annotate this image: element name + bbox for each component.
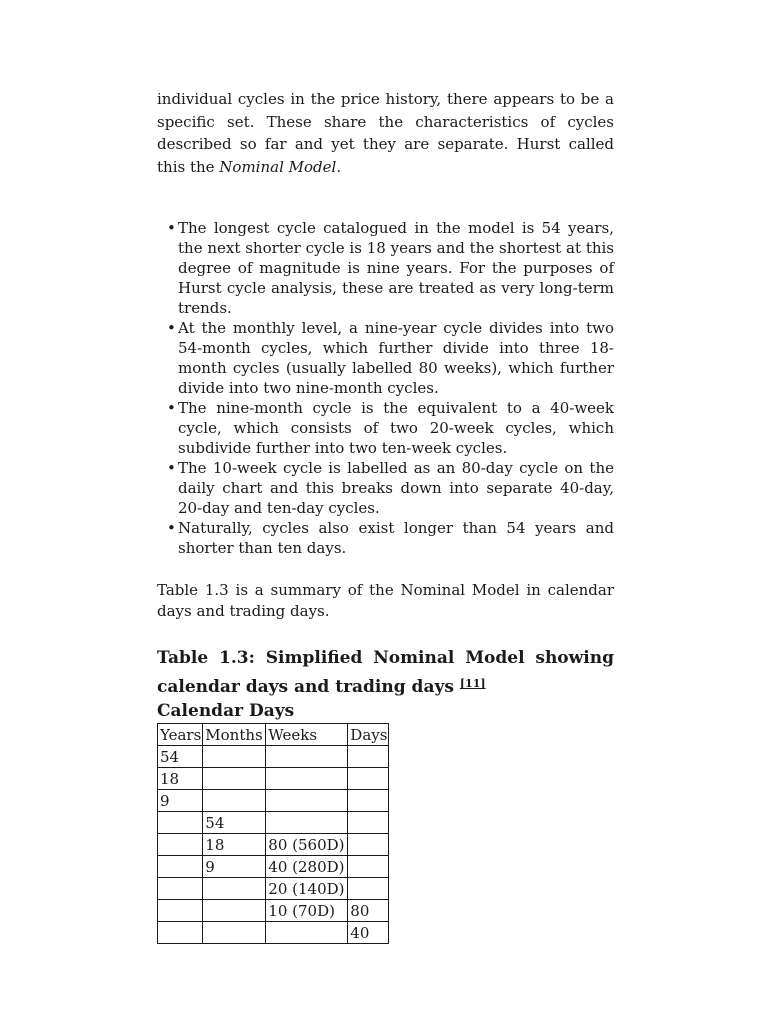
table-cell bbox=[348, 768, 389, 790]
table-row bbox=[158, 900, 389, 922]
table-cell bbox=[203, 900, 266, 922]
bullet-item: • The 10-week cycle is labelled as an 80-day cycle on the daily chart and this breaks down into separate 40-day, 20-day and ten-day cycles. bbox=[167, 458, 614, 518]
table-row bbox=[158, 768, 389, 790]
table-cell: 40 (280D) bbox=[266, 856, 348, 878]
table-cell: 54 bbox=[203, 812, 266, 834]
table-caption bbox=[157, 646, 614, 700]
table-cell bbox=[158, 812, 203, 834]
table-cell: 80 (560D) bbox=[266, 834, 348, 856]
table-row bbox=[158, 922, 389, 944]
table-cell bbox=[266, 746, 348, 768]
table-cell bbox=[158, 856, 203, 878]
table-cell: 18 bbox=[203, 834, 266, 856]
table-cell bbox=[348, 878, 389, 900]
table-cell bbox=[203, 922, 266, 944]
table-row bbox=[158, 834, 389, 856]
header-weeks: Weeks bbox=[266, 724, 348, 746]
table-row bbox=[158, 812, 389, 834]
table-cell bbox=[266, 768, 348, 790]
table-cell bbox=[203, 790, 266, 812]
table-cell bbox=[158, 834, 203, 856]
intro-text: individual cycles in the price history, there appears to be a specific set. These share the characteristics of cycles described so far and yet they are separate. Hurst called this the bbox=[157, 90, 614, 176]
bullet-item: • The nine-month cycle is the equivalent to a 40-week cycle, which consists of two 20-week cycles, which subdivide further into two ten-week cycles. bbox=[167, 398, 614, 458]
table-cell bbox=[348, 834, 389, 856]
footnote-reference-link[interactable]: [11] bbox=[459, 677, 486, 690]
bullet-item: • Naturally, cycles also exist longer than 54 years and shorter than ten days. bbox=[167, 518, 614, 558]
table-cell bbox=[203, 768, 266, 790]
bullet-item: • At the monthly level, a nine-year cycle divides into two 54-month cycles, which further divide into three 18-month cycles (usually labelled 80 weeks), which further divide into two nine-month cycles. bbox=[167, 318, 614, 398]
table-cell: 40 bbox=[348, 922, 389, 944]
table-cell bbox=[266, 922, 348, 944]
table-cell: 80 bbox=[348, 900, 389, 922]
header-months: Months bbox=[203, 724, 266, 746]
calendar-days-table bbox=[157, 723, 389, 944]
table-row bbox=[158, 878, 389, 900]
table-cell bbox=[348, 812, 389, 834]
table-cell bbox=[203, 746, 266, 768]
table-cell bbox=[158, 922, 203, 944]
table-cell bbox=[348, 790, 389, 812]
page-content bbox=[157, 88, 614, 944]
table-row bbox=[158, 856, 389, 878]
table-cell: 9 bbox=[203, 856, 266, 878]
table-header-row bbox=[158, 724, 389, 746]
table-row bbox=[158, 790, 389, 812]
intro-paragraph bbox=[157, 88, 614, 178]
header-days: Days bbox=[348, 724, 389, 746]
table-cell bbox=[348, 746, 389, 768]
header-years: Years bbox=[158, 724, 203, 746]
intro-emphasis: Nominal Model bbox=[219, 157, 337, 176]
table-cell: 9 bbox=[158, 790, 203, 812]
table-row bbox=[158, 746, 389, 768]
table-cell bbox=[348, 856, 389, 878]
intro-end: . bbox=[336, 157, 342, 176]
table-cell: 10 (70D) bbox=[266, 900, 348, 922]
table-cell: 18 bbox=[158, 768, 203, 790]
summary-paragraph: Table 1.3 is a summary of the Nominal Model in calendar days and trading days. bbox=[157, 581, 614, 620]
table-cell bbox=[158, 878, 203, 900]
table-cell bbox=[266, 812, 348, 834]
table-cell: 54 bbox=[158, 746, 203, 768]
table-cell bbox=[158, 900, 203, 922]
table-caption-text: Table 1.3: Simplified Nominal Model showing calendar days and trading days bbox=[157, 648, 614, 697]
cycle-bullet-list bbox=[157, 218, 614, 558]
calendar-days-heading: Calendar Days bbox=[157, 701, 295, 721]
table-cell: 20 (140D) bbox=[266, 878, 348, 900]
bullet-item: • The longest cycle catalogued in the model is 54 years, the next shorter cycle is 18 years and the shortest at this degree of magnitude is nine years. For the purposes of Hurst cycle analysis, these are treated as very long-term trends. bbox=[167, 218, 614, 318]
table-cell bbox=[266, 790, 348, 812]
table-cell bbox=[203, 878, 266, 900]
